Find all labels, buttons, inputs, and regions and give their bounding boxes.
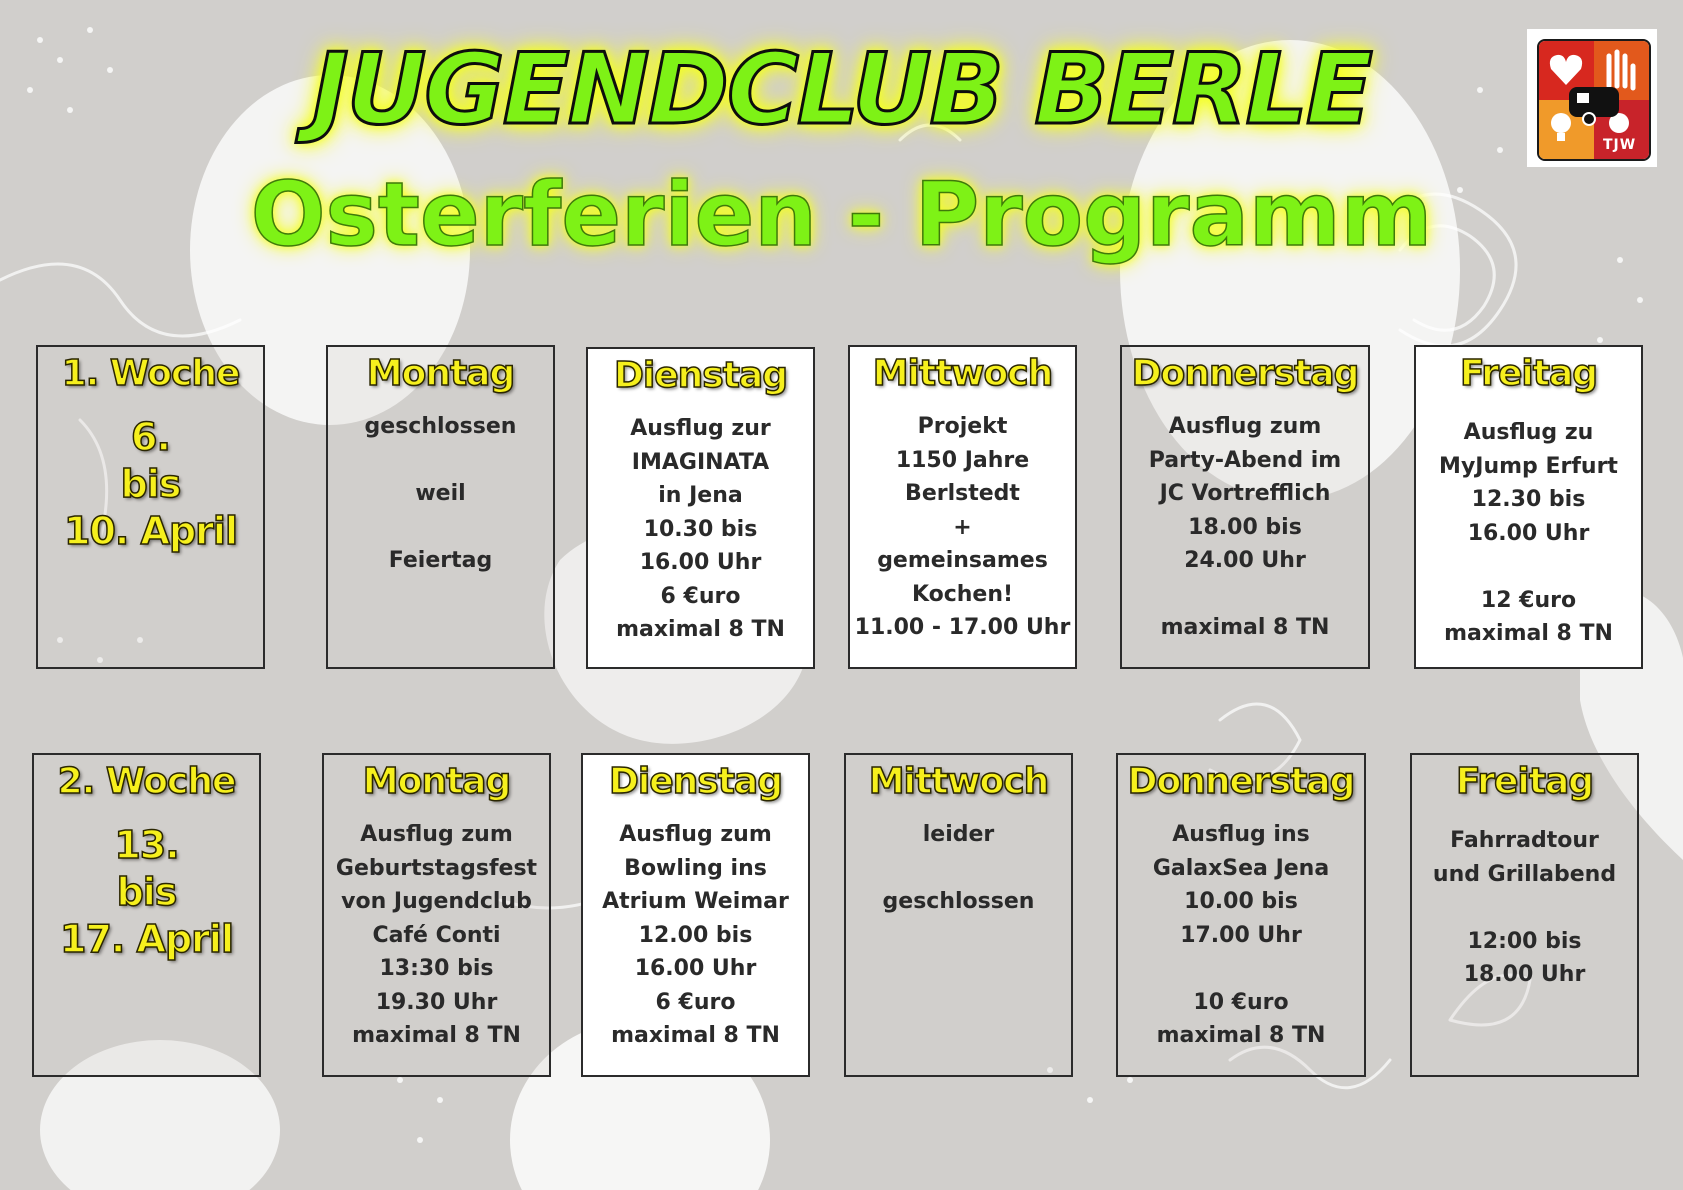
week2-wednesday	[844, 753, 1073, 1077]
day-heading: Freitag	[1455, 761, 1594, 802]
week1-dates: 6. bis 10. April	[64, 415, 237, 553]
club-title: JUGENDCLUB BERLE	[312, 33, 1371, 147]
week2-friday	[1410, 753, 1639, 1077]
week1-monday	[326, 345, 555, 669]
day-details: leider geschlossen	[882, 822, 1035, 914]
day-details: Ausflug zum Bowling ins Atrium Weimar 12.00 bis 16.00 Uhr 6 €uro maximal 8 TN	[602, 822, 789, 1048]
day-details: Ausflug zum Geburtstagsfest von Jugendclub Café Conti 13:30 bis 19.30 Uhr maximal 8 TN	[335, 822, 538, 1048]
day-details: Ausflug zum Party-Abend im JC Vortrefflich 18.00 bis 24.00 Uhr maximal 8 TN	[1148, 414, 1342, 640]
day-heading: Freitag	[1459, 353, 1598, 394]
week1-wednesday	[848, 345, 1077, 669]
day-details: Projekt 1150 Jahre Berlstedt + gemeinsames Kochen! 11.00 - 17.00 Uhr	[854, 414, 1071, 640]
program-title: Osterferien - Programm	[250, 163, 1433, 266]
day-heading: Mittwoch	[872, 353, 1053, 394]
day-heading: Donnerstag	[1127, 761, 1355, 802]
day-details: Ausflug zu MyJump Erfurt 12.30 bis 16.00 Uhr 12 €uro maximal 8 TN	[1439, 420, 1618, 646]
week1-label-box	[36, 345, 265, 669]
day-heading: Montag	[366, 353, 515, 394]
day-details: Ausflug ins GalaxSea Jena 10.00 bis 17.00 Uhr 10 €uro maximal 8 TN	[1152, 822, 1330, 1048]
week2-label: 2. Woche	[57, 761, 236, 802]
week1-tuesday	[586, 347, 815, 669]
week2-thursday	[1116, 753, 1366, 1077]
day-heading: Dienstag	[614, 355, 787, 396]
week1-friday	[1414, 345, 1643, 669]
day-details: Fahrradtour und Grillabend 12:00 bis 18.00 Uhr	[1432, 828, 1617, 987]
day-heading: Mittwoch	[868, 761, 1049, 802]
week2-tuesday	[581, 753, 810, 1077]
week1-thursday	[1120, 345, 1370, 669]
day-heading: Donnerstag	[1131, 353, 1359, 394]
week2-monday	[322, 753, 551, 1077]
week1-label: 1. Woche	[61, 353, 240, 394]
day-heading: Dienstag	[609, 761, 782, 802]
week2-label-box	[32, 753, 261, 1077]
week2-dates: 13. bis 17. April	[60, 823, 233, 961]
day-details: geschlossen weil Feiertag	[364, 414, 517, 573]
day-heading: Montag	[362, 761, 511, 802]
day-details: Ausflug zur IMAGINATA in Jena 10.30 bis 16.00 Uhr 6 €uro maximal 8 TN	[616, 416, 785, 642]
tjw-logo	[1527, 29, 1657, 167]
logo-text: TJW	[1603, 137, 1637, 153]
